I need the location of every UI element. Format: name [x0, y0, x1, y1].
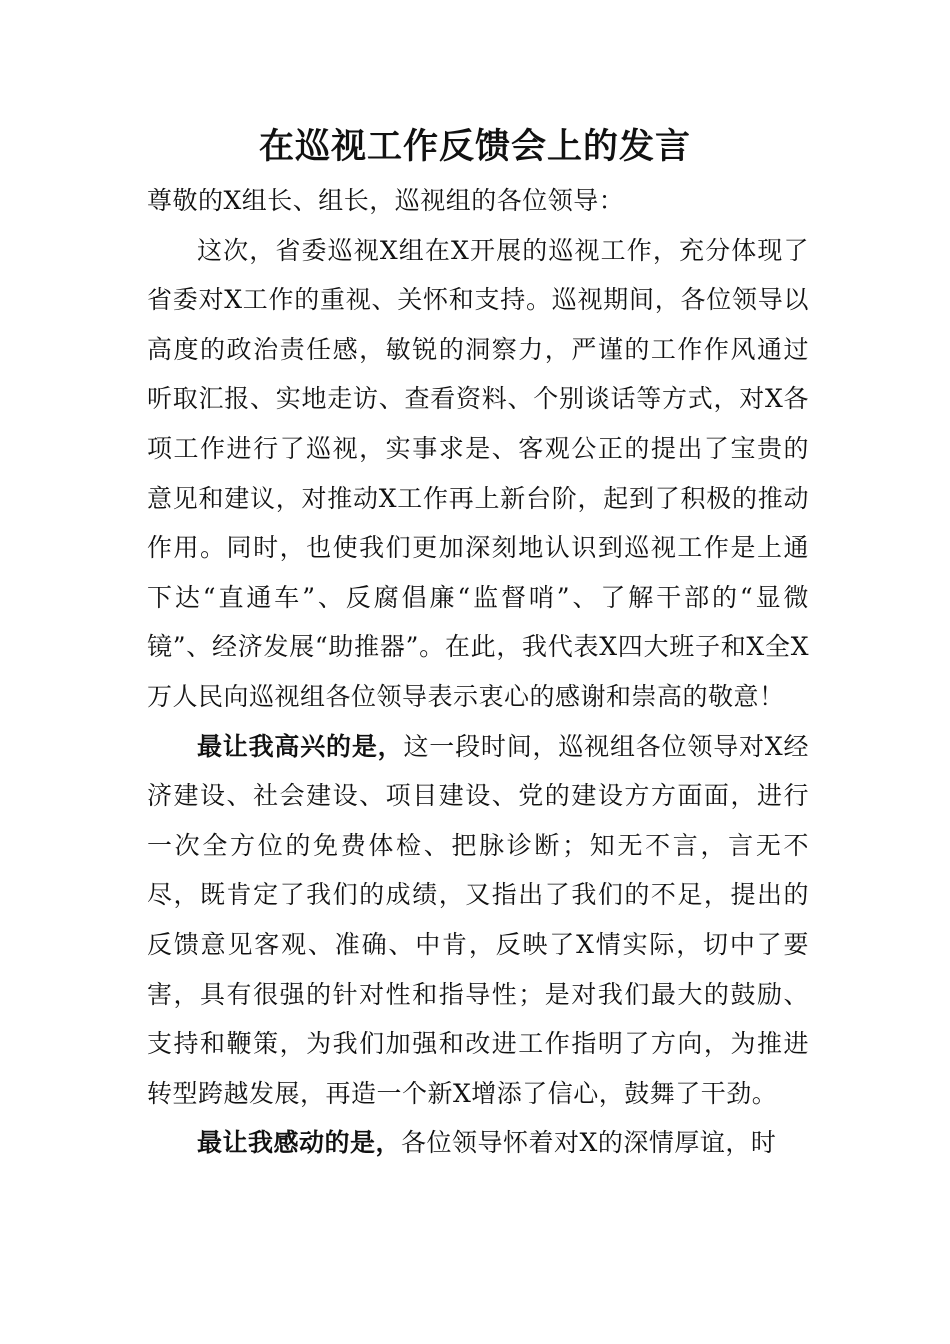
paragraph-lead-phrase: 最让我感动的是，	[197, 1128, 402, 1158]
paragraph-lead-phrase: 最让我高兴的是，	[197, 731, 404, 761]
salutation: 尊敬的X组长、组长，巡视组的各位领导：	[147, 186, 625, 215]
paragraph-text: 这一段时间，巡视组各位领导对X经济建设、社会建设、项目建设、党的建设方方面面，进行一次全方位的免费体检、把脉诊断；知无不言，言无不尽，既肯定了我们的成绩，又指出了我们的不足，提出的反馈意见客观、准确、中肯，反映了X情实际，切中了要害，具有很强的针对性和指导性；是对我们最大的鼓励、支持和鞭策，为我们加强和改进工作指明了方向，为推进转型跨越发展，再造一个新X增添了信心，鼓舞了干劲。	[147, 731, 809, 1108]
document-body	[147, 176, 809, 1168]
document-title: 在巡视工作反馈会上的发言	[258, 126, 691, 167]
paragraph-text: 这次，省委巡视X组在X开展的巡视工作，充分体现了省委对X工作的重视、关怀和支持。巡视期间，各位领导以高度的政治责任感，敏锐的洞察力，严谨的工作作风通过听取汇报、实地走访、查看资料、个别谈话等方式，对X各项工作进行了巡视，实事求是、客观公正的提出了宝贵的意见和建议，对推动X工作再上新台阶，起到了积极的推动作用。同时，也使我们更加深刻地认识到巡视工作是上通下达“直通车”、反腐倡廉“监督哨”、了解干部的“显微镜”、经济发展“助推器”。在此，我代表X四大班子和X全X万人民向巡视组各位领导表示衷心的感谢和崇高的敬意！	[147, 235, 809, 711]
paragraph-3	[147, 1118, 809, 1168]
paragraph-1	[147, 226, 809, 722]
paragraph-text: 各位领导怀着对X的深情厚谊，时	[401, 1128, 777, 1158]
paragraph-2	[147, 722, 809, 1119]
